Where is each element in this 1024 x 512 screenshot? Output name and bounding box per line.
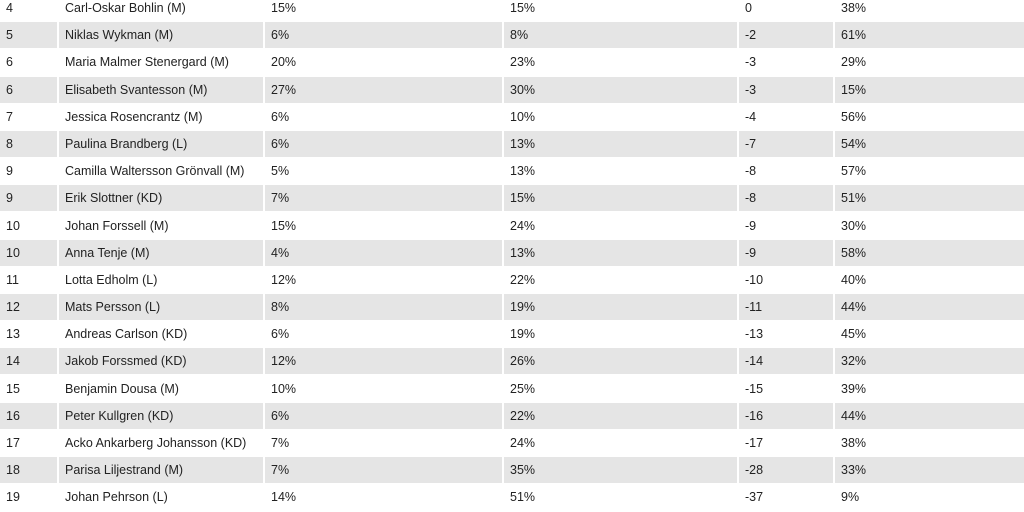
rank-cell: 4 (6, 1, 13, 15)
value-a-cell: 12% (263, 348, 502, 374)
name-cell: Jakob Forssmed (KD) (57, 348, 263, 374)
percent-cell: 33% (833, 457, 1024, 483)
name-cell: Camilla Waltersson Grönvall (M) (57, 158, 263, 184)
table-row (0, 321, 1024, 348)
value-a-cell: 7% (263, 185, 502, 211)
value-b-cell: 8% (502, 22, 737, 48)
value-b-cell: 13% (502, 240, 737, 266)
difference-cell: -9 (737, 213, 833, 239)
table-row (0, 294, 1024, 321)
table-row (0, 267, 1024, 294)
value-b-cell: 24% (502, 213, 737, 239)
rank-cell: 12 (0, 294, 57, 320)
rank-cell: 9 (6, 164, 13, 179)
difference-cell: -17 (737, 430, 833, 456)
percent-cell: 56% (833, 104, 1024, 130)
table-row (0, 376, 1024, 403)
value-b-cell: 13% (502, 131, 737, 157)
value-a-cell: 5% (263, 158, 502, 184)
name-cell: Johan Forssell (M) (57, 213, 263, 239)
difference-cell: 0 (737, 0, 833, 21)
name-cell: Erik Slottner (KD) (57, 185, 263, 211)
percent-cell: 61% (833, 22, 1024, 48)
percent-cell: 29% (833, 49, 1024, 75)
table-row (0, 348, 1024, 375)
difference-cell: -16 (737, 403, 833, 429)
name-cell: Maria Malmer Stenergard (M) (57, 49, 263, 75)
value-b-cell: 25% (502, 376, 737, 402)
value-b-cell: 22% (502, 403, 737, 429)
table-row (0, 104, 1024, 131)
value-a-cell: 7% (263, 457, 502, 483)
value-b-cell: 15% (502, 0, 737, 21)
rank-cell: 6 (0, 77, 57, 103)
percent-cell: 40% (833, 267, 1024, 293)
difference-cell: -11 (737, 294, 833, 320)
value-a-cell: 4% (263, 240, 502, 266)
name-cell: Paulina Brandberg (L) (57, 131, 263, 157)
value-a-cell: 6% (263, 403, 502, 429)
difference-cell: -13 (737, 321, 833, 347)
rank-cell: 6 (6, 55, 13, 70)
table-row (0, 213, 1024, 240)
percent-cell: 54% (833, 131, 1024, 157)
value-b-cell: 26% (502, 348, 737, 374)
percent-cell: 38% (833, 430, 1024, 456)
rank-cell: 16 (0, 403, 57, 429)
value-a-cell: 27% (263, 77, 502, 103)
value-b-cell: 24% (502, 430, 737, 456)
value-b-cell: 19% (502, 294, 737, 320)
name-cell: Parisa Liljestrand (M) (57, 457, 263, 483)
difference-cell: -4 (737, 104, 833, 130)
value-a-cell: 15% (263, 0, 502, 21)
difference-cell: -14 (737, 348, 833, 374)
rank-cell: 10 (0, 240, 57, 266)
percent-cell: 44% (833, 294, 1024, 320)
value-b-cell: 51% (502, 484, 737, 510)
rank-cell: 17 (6, 436, 20, 450)
percent-cell: 51% (833, 185, 1024, 211)
rank-cell: 18 (0, 457, 57, 483)
rank-cell: 13 (6, 327, 20, 342)
value-a-cell: 6% (263, 321, 502, 347)
value-b-cell: 15% (502, 185, 737, 211)
table-row (0, 430, 1024, 457)
table-row (0, 0, 1024, 22)
percent-cell: 9% (833, 484, 1024, 510)
table-row (0, 484, 1024, 511)
table-row (0, 22, 1024, 49)
difference-cell: -8 (737, 185, 833, 211)
value-b-cell: 23% (502, 49, 737, 75)
percent-cell: 15% (833, 77, 1024, 103)
rank-cell: 11 (6, 272, 19, 287)
difference-cell: -3 (737, 77, 833, 103)
rank-cell: 19 (6, 490, 20, 505)
percent-cell: 39% (833, 376, 1024, 402)
percent-cell: 30% (833, 213, 1024, 239)
rank-cell: 14 (0, 348, 57, 374)
name-cell: Elisabeth Svantesson (M) (57, 77, 263, 103)
rank-cell: 9 (0, 185, 57, 211)
table-row (0, 240, 1024, 267)
rank-cell: 5 (0, 22, 57, 48)
value-a-cell: 8% (263, 294, 502, 320)
percent-cell: 32% (833, 348, 1024, 374)
value-a-cell: 10% (263, 376, 502, 402)
value-a-cell: 6% (263, 22, 502, 48)
name-cell: Johan Pehrson (L) (57, 484, 263, 510)
percent-cell: 45% (833, 321, 1024, 347)
rank-cell: 7 (6, 109, 13, 124)
value-a-cell: 7% (263, 430, 502, 456)
value-b-cell: 30% (502, 77, 737, 103)
name-cell: Andreas Carlson (KD) (57, 321, 263, 347)
difference-cell: -10 (737, 267, 833, 293)
name-cell: Niklas Wykman (M) (57, 22, 263, 48)
rank-cell: 8 (0, 131, 57, 157)
name-cell: Anna Tenje (M) (57, 240, 263, 266)
difference-cell: -3 (737, 49, 833, 75)
value-a-cell: 15% (263, 213, 502, 239)
value-a-cell: 14% (263, 484, 502, 510)
name-cell: Benjamin Dousa (M) (57, 376, 263, 402)
table-row (0, 403, 1024, 430)
difference-cell: -2 (737, 22, 833, 48)
table-row (0, 49, 1024, 76)
value-b-cell: 19% (502, 321, 737, 347)
value-b-cell: 22% (502, 267, 737, 293)
percent-cell: 38% (833, 0, 1024, 21)
difference-cell: -7 (737, 131, 833, 157)
value-b-cell: 13% (502, 158, 737, 184)
table-row (0, 457, 1024, 484)
table-row (0, 158, 1024, 185)
value-a-cell: 6% (263, 104, 502, 130)
rank-cell: 15 (6, 381, 20, 396)
difference-cell: -15 (737, 376, 833, 402)
difference-cell: -37 (737, 484, 833, 510)
difference-cell: -28 (737, 457, 833, 483)
table-row (0, 185, 1024, 212)
table-row (0, 77, 1024, 104)
name-cell: Peter Kullgren (KD) (57, 403, 263, 429)
difference-cell: -9 (737, 240, 833, 266)
name-cell: Lotta Edholm (L) (57, 267, 263, 293)
value-a-cell: 12% (263, 267, 502, 293)
name-cell: Mats Persson (L) (57, 294, 263, 320)
percent-cell: 57% (833, 158, 1024, 184)
name-cell: Carl-Oskar Bohlin (M) (57, 0, 263, 21)
name-cell: Jessica Rosencrantz (M) (57, 104, 263, 130)
percent-cell: 44% (833, 403, 1024, 429)
percent-cell: 58% (833, 240, 1024, 266)
rank-cell: 10 (6, 218, 20, 233)
table-row (0, 131, 1024, 158)
value-a-cell: 6% (263, 131, 502, 157)
value-a-cell: 20% (263, 49, 502, 75)
value-b-cell: 10% (502, 104, 737, 130)
value-b-cell: 35% (502, 457, 737, 483)
difference-cell: -8 (737, 158, 833, 184)
name-cell: Acko Ankarberg Johansson (KD) (57, 430, 263, 456)
